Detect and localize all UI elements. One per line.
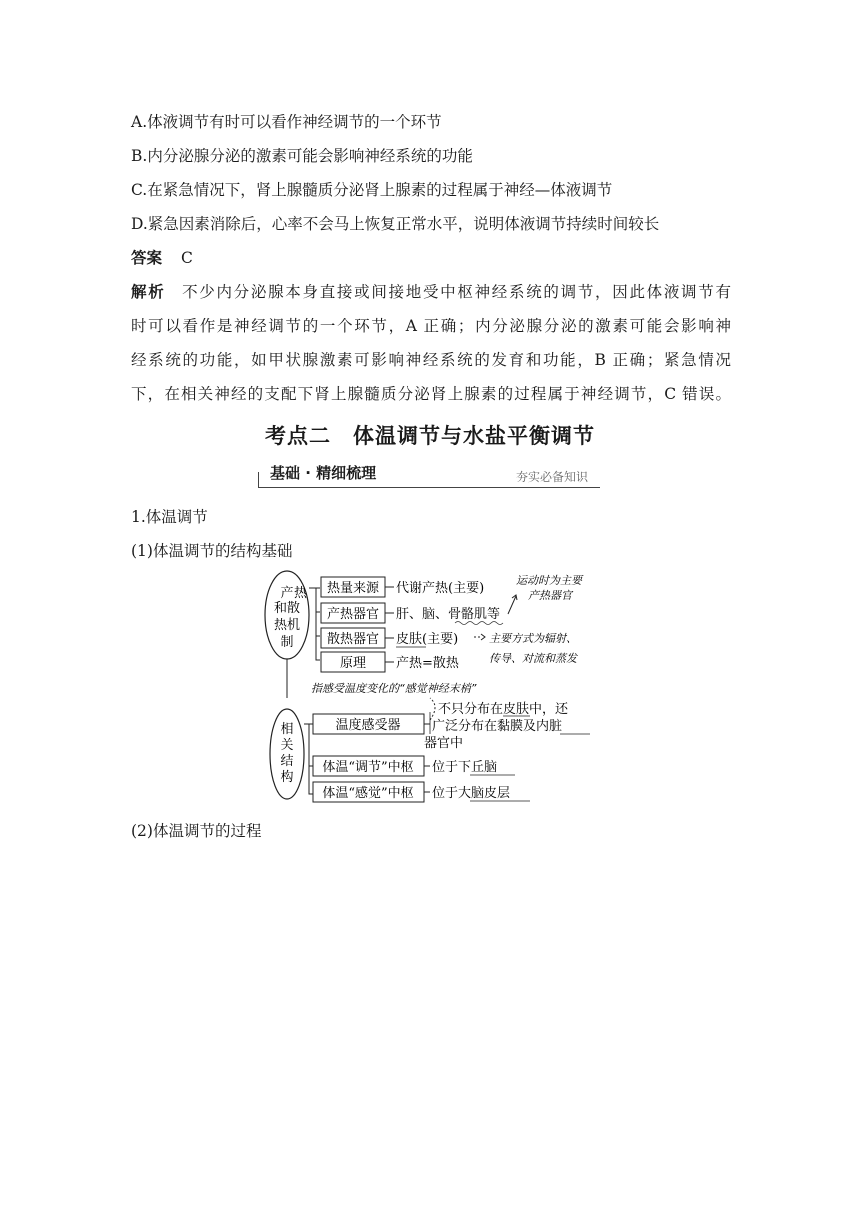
group1-line-2: 和散	[273, 601, 301, 616]
answer-line	[131, 248, 193, 268]
group2-line-4: 构	[280, 770, 294, 785]
answer-value: C	[180, 249, 193, 267]
analysis-line-1: 解析 不少内分泌腺本身直接或间接地受中枢神经系统的调节，因此体液调节有	[131, 283, 731, 301]
sub-heading-1: (1)体温调节的结构基础	[131, 542, 293, 560]
receptor-text-1: 不只分布在皮肤中，还	[438, 702, 569, 717]
row4-text: 产热=散热	[396, 656, 459, 671]
group2-line-2: 关	[280, 738, 294, 753]
option-d: D.紧急因素消除后，心率不会马上恢复正常水平，说明体液调节持续时间较长	[131, 215, 660, 233]
row2-box: 产热器官	[326, 607, 380, 622]
note-right-2: 传导、对流和蒸发	[489, 652, 577, 665]
group1-line-1b: 热	[294, 586, 308, 601]
row1-box: 热量来源	[326, 581, 380, 596]
note-top-2: 产热器官	[528, 589, 572, 602]
group2-line-3: 结	[280, 754, 294, 769]
option-a: A.体液调节有时可以看作神经调节的一个环节	[131, 113, 442, 131]
structure-diagram	[0, 568, 860, 808]
receptor-text-2: 广泛分布在黏膜及内脏	[432, 719, 563, 734]
banner-decoration	[258, 472, 259, 488]
answer-label: 答案	[131, 249, 163, 267]
group1-line-1: 产	[280, 586, 294, 601]
banner-underline	[258, 487, 600, 488]
sub-heading-2: (2)体温调节的过程	[131, 822, 262, 840]
row2-text: 肝、脑、骨骼肌等	[396, 607, 501, 622]
analysis-line-4: 下，在相关神经的支配下肾上腺髓质分泌肾上腺素的过程属于神经调节，C 错误。	[131, 385, 731, 403]
group1-line-3: 热机	[273, 618, 301, 633]
note-mid: 指感受温度变化的“感觉神经末梢”	[311, 682, 477, 695]
row4-box: 原理	[339, 656, 367, 671]
banner-main: 基础 · 精细梳理	[270, 464, 377, 482]
section-banner	[258, 460, 600, 488]
section-title: 考点二 体温调节与水盐平衡调节	[265, 424, 595, 448]
analysis-label: 解析	[131, 283, 166, 301]
center-row1-box: 体温“调节”中枢	[322, 760, 414, 775]
note-top-1: 运动时为主要	[516, 574, 582, 587]
option-b: B.内分泌腺分泌的激素可能会影响神经系统的功能	[131, 147, 473, 165]
option-c: C.在紧急情况下，肾上腺髓质分泌肾上腺素的过程属于神经—体液调节	[131, 181, 613, 199]
center-row2-box: 体温“感觉”中枢	[322, 786, 414, 801]
analysis-line-2: 时可以看作是神经调节的一个环节，A 正确；内分泌腺分泌的激素可能会影响神	[131, 317, 731, 335]
center-row2-text: 位于大脑皮层	[432, 786, 511, 801]
row1-text: 代谢产热(主要)	[396, 581, 485, 596]
center-row1-text: 位于下丘脑	[432, 760, 498, 775]
row3-text: 皮肤(主要)	[396, 632, 459, 647]
banner-sub: 夯实必备知识	[515, 470, 588, 484]
analysis-line-3: 经系统的功能，如甲状腺激素可影响神经系统的发育和功能，B 正确；紧急情况	[131, 351, 731, 369]
row3-box: 散热器官	[326, 632, 380, 647]
receptor-box: 温度感受器	[335, 718, 401, 733]
group2-line-1: 相	[280, 722, 294, 737]
group1-line-4: 制	[280, 635, 294, 650]
note-right-1: 主要方式为辐射、	[489, 632, 577, 645]
receptor-text-3: 器官中	[424, 736, 464, 751]
heading-1: 1.体温调节	[131, 508, 208, 526]
